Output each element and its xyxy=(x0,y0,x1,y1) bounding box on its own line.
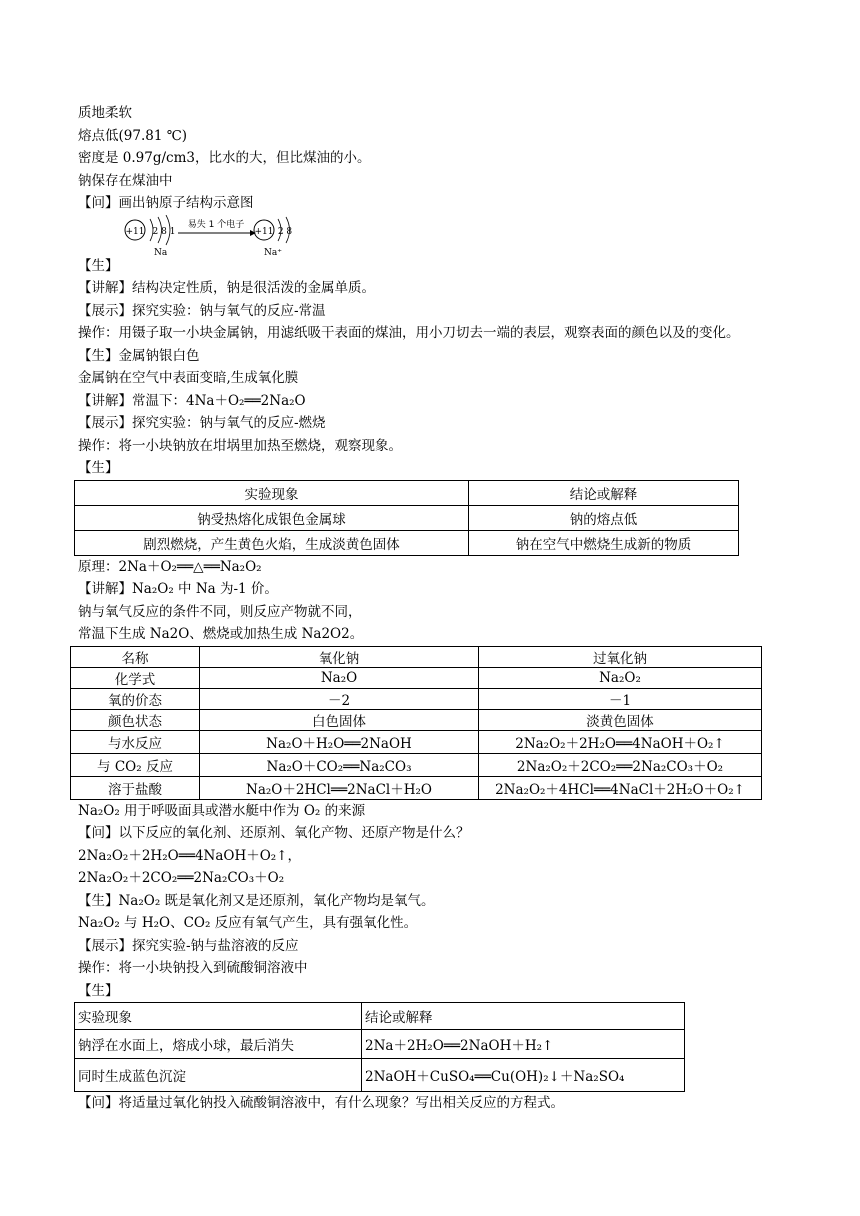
text-line-e6: Na₂O₂ 与 H₂O、CO₂ 反应有氧气产生，具有强氧化性。 xyxy=(78,915,418,931)
operation-2: 操作：将一小块钠放在坩埚里加热至燃烧，观察现象。 xyxy=(78,437,402,454)
reaction-line-e3: 2Na₂O₂＋2H₂O══4NaOH＋O₂↑， xyxy=(78,847,302,864)
principle-reaction: 原理：2Na＋O₂══△══Na₂O₂ xyxy=(78,558,262,575)
table-cell: Na₂O＋H₂O══2NaOH xyxy=(200,730,479,753)
ion-label: Na⁺ xyxy=(264,247,282,258)
table-cell: 2NaOH＋CuSO₄══Cu(OH)₂↓＋Na₂SO₄ xyxy=(362,1059,685,1092)
demo-line-2: 【展示】探究实验：钠与氧气的反应-燃烧 xyxy=(78,415,326,431)
intro-line-3: 密度是 0.97g/cm3，比水的大，但比煤油的小。 xyxy=(78,150,371,166)
table-cell: 与 CO₂ 反应 xyxy=(71,753,200,776)
table-row xyxy=(71,776,762,799)
lecture-line-1: 【讲解】结构决定性质，钠是很活泼的金属单质。 xyxy=(78,280,375,296)
student-line-e9: 【生】 xyxy=(78,982,119,999)
table-cell: 钠受热熔化成银色金属球 xyxy=(75,505,469,530)
na-label: Na xyxy=(154,247,168,258)
table-cell: －1 xyxy=(479,688,762,709)
combustion-table xyxy=(74,480,739,556)
table-cell: Na₂O₂ xyxy=(479,667,762,688)
lecture-line-d1: 【讲解】Na₂O₂ 中 Na 为-1 价。 xyxy=(78,581,278,597)
table-row xyxy=(71,688,762,709)
document-page xyxy=(78,102,778,1115)
table-header-cell: 结论或解释 xyxy=(468,480,738,505)
table-header-cell: 过氧化钠 xyxy=(479,646,762,667)
student-line-b1: 【生】金属钠银白色 xyxy=(78,347,200,364)
table-row xyxy=(75,1059,685,1092)
table-cell: Na₂O＋2HCl══2NaCl＋H₂O xyxy=(200,776,479,799)
table-cell: 2Na＋2H₂O══2NaOH＋H₂↑ xyxy=(362,1030,685,1059)
table-row xyxy=(71,667,762,688)
table-row xyxy=(71,730,762,753)
student-line-e5: 【生】Na₂O₂ 既是氧化剂又是还原剂，氧化产物均是氧气。 xyxy=(78,892,435,909)
table-cell: 白色固体 xyxy=(200,709,479,730)
table-cell: 溶于盐酸 xyxy=(71,776,200,799)
lecture-reaction-normal-temp: 【讲解】常温下：4Na＋O₂══2Na₂O xyxy=(78,392,306,409)
ion-shells-label: 2 8 xyxy=(277,226,293,237)
table-cell: 钠在空气中燃烧生成新的物质 xyxy=(468,530,738,555)
table-cell: 颜色状态 xyxy=(71,709,200,730)
table-cell: 淡黄色固体 xyxy=(479,709,762,730)
table-row xyxy=(75,530,739,555)
table-cell: Na₂O＋CO₂══Na₂CO₃ xyxy=(200,753,479,776)
demo-line-e7: 【展示】探究实验-钠与盐溶液的反应 xyxy=(78,937,299,954)
table-cell: 钠的熔点低 xyxy=(468,505,738,530)
table-cell: 2Na₂O₂＋2CO₂══2Na₂CO₃＋O₂ xyxy=(479,753,762,776)
table-cell: 与水反应 xyxy=(71,730,200,753)
table-header-row xyxy=(75,1003,685,1030)
table-cell: 同时生成蓝色沉淀 xyxy=(75,1059,362,1092)
operation-1: 操作：用镊子取一小块金属钠，用滤纸吸干表面的煤油，用小刀切去一端的表层，观察表面的颜色以及的变化。 xyxy=(78,325,740,341)
reaction-line-e4: 2Na₂O₂＋2CO₂══2Na₂CO₃＋O₂ xyxy=(78,870,285,886)
table-header-row xyxy=(75,480,739,505)
table-cell: 2Na₂O₂＋4HCl══4NaCl＋2H₂O＋O₂↑ xyxy=(479,776,762,799)
sodium-oxides-comparison-table xyxy=(70,646,762,800)
table-cell: －2 xyxy=(200,688,479,709)
student-answer-1: 【生】 xyxy=(78,257,119,274)
intro-line-1: 质地柔软 xyxy=(78,105,132,121)
table-row xyxy=(71,753,762,776)
text-line-d2: 钠与氧气反应的条件不同，则反应产物就不同， xyxy=(78,603,362,620)
table-cell: 钠浮在水面上，熔成小球，最后消失 xyxy=(75,1030,362,1059)
table-header-row xyxy=(71,646,762,667)
ion-nucleus-label: +11 xyxy=(254,226,274,237)
question-line-e2: 【问】以下反应的氧化剂、还原剂、氧化产物、还原产物是什么？ xyxy=(78,825,470,841)
student-answer-2: 【生】 xyxy=(78,460,119,476)
atom-structure-diagram xyxy=(78,215,778,258)
table-row xyxy=(71,709,762,730)
text-line-e1: Na₂O₂ 用于呼吸面具或潜水艇中作为 O₂ 的来源 xyxy=(78,802,366,819)
table-row xyxy=(75,505,739,530)
question-atom-structure: 【问】画出钠原子结构示意图 xyxy=(78,195,254,211)
table-header-cell: 结论或解释 xyxy=(362,1003,685,1030)
table-cell: 剧烈燃烧，产生黄色火焰，生成淡黄色固体 xyxy=(75,530,469,555)
salt-solution-table xyxy=(74,1002,685,1092)
na-shells-label: 2 8 1 xyxy=(152,226,176,237)
text-line-d3: 常温下生成 Na2O、燃烧或加热生成 Na2O2。 xyxy=(78,626,364,642)
table-cell: Na₂O xyxy=(200,667,479,688)
table-cell: 化学式 xyxy=(71,667,200,688)
table-header-cell: 实验现象 xyxy=(75,480,469,505)
na-nucleus-label: +11 xyxy=(125,226,145,237)
table-cell: 氧的价态 xyxy=(71,688,200,709)
arrow-text: 易失 1 个电子 xyxy=(187,219,245,230)
student-line-b2: 金属钠在空气中表面变暗,生成氧化膜 xyxy=(78,370,299,386)
final-question: 【问】将适量过氧化钠投入硫酸铜溶液中，有什么现象？写出相关反应的方程式。 xyxy=(78,1095,564,1111)
table-header-cell: 名称 xyxy=(71,646,200,667)
intro-line-2: 熔点低(97.81 ℃) xyxy=(78,127,188,144)
table-cell: 2Na₂O₂＋2H₂O══4NaOH＋O₂↑ xyxy=(479,730,762,753)
operation-line-e8: 操作：将一小块钠投入到硫酸铜溶液中 xyxy=(78,960,308,976)
table-header-cell: 实验现象 xyxy=(75,1003,362,1030)
intro-line-4: 钠保存在煤油中 xyxy=(78,172,173,189)
demo-line-1: 【展示】探究实验：钠与氧气的反应-常温 xyxy=(78,302,326,319)
table-row xyxy=(75,1030,685,1059)
table-header-cell: 氧化钠 xyxy=(200,646,479,667)
